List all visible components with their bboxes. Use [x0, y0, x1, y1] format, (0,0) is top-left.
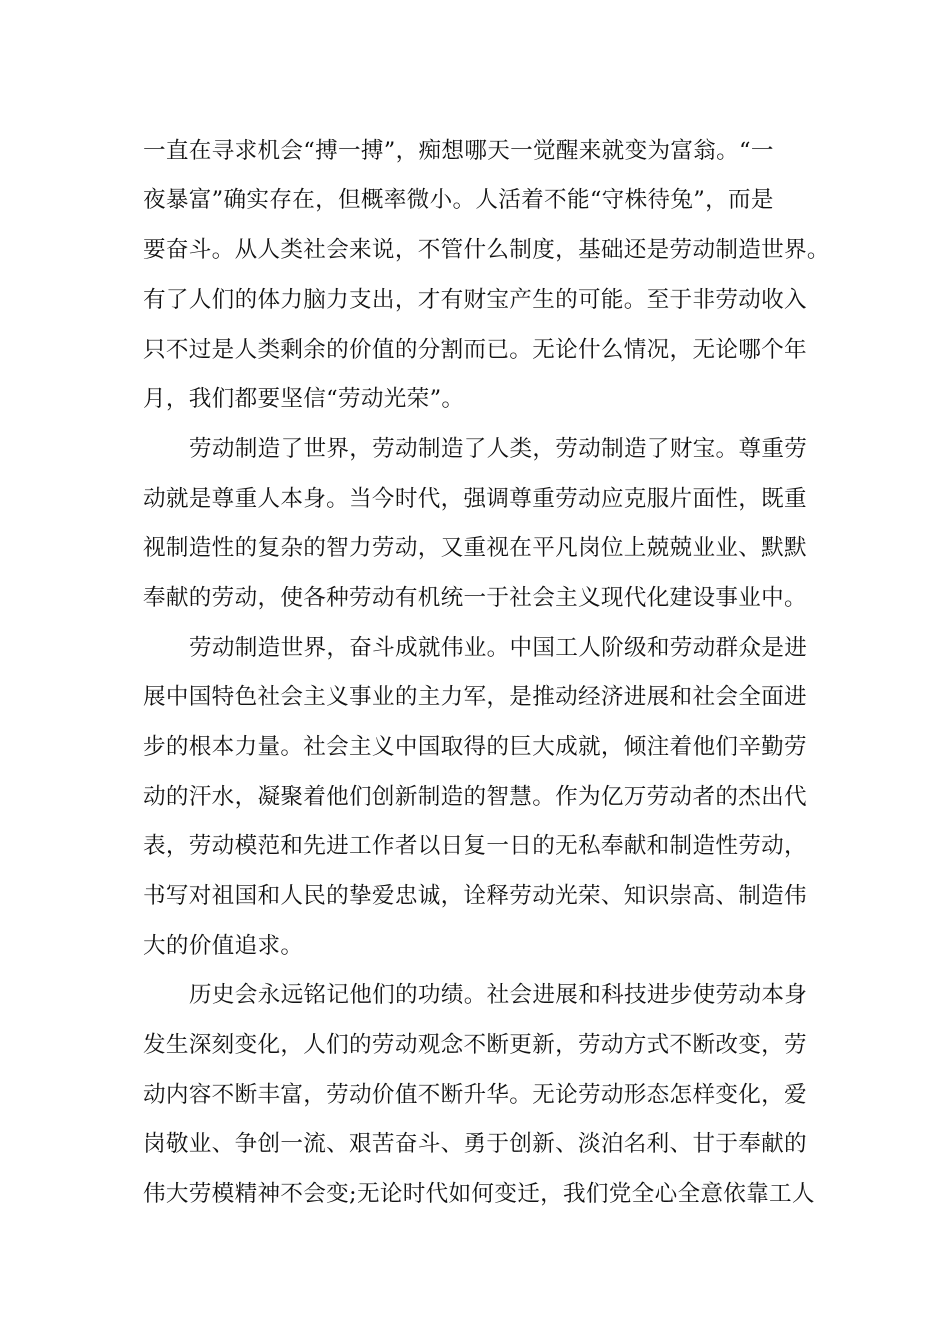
text-line: 劳动制造了世界，劳动制造了人类，劳动制造了财宝。尊重劳 — [189, 436, 808, 462]
text-line: 有了人们的体力脑力支出，才有财宝产生的可能。至于非劳动收入 — [143, 287, 807, 313]
text-line: 劳动制造世界，奋斗成就伟业。中国工人阶级和劳动群众是进 — [189, 635, 808, 661]
text-line: 动的汗水，凝聚着他们创新制造的智慧。作为亿万劳动者的杰出代 — [143, 784, 807, 810]
text-line: 大的价值追求。 — [143, 933, 304, 959]
text-line: 发生深刻变化，人们的劳动观念不断更新，劳动方式不断改变，劳 — [143, 1032, 807, 1058]
text-line: 表，劳动模范和先进工作者以日复一日的无私奉献和制造性劳动， — [143, 833, 807, 859]
text-line: 步的根本力量。社会主义中国取得的巨大成就，倾注着他们辛勤劳 — [143, 734, 807, 760]
text-line: 奉献的劳动，使各种劳动有机统一于社会主义现代化建设事业中。 — [143, 585, 807, 611]
text-line: 一直在寻求机会“搏一搏”，痴想哪天一觉醒来就变为富翁。“一 — [143, 138, 774, 164]
text-line: 要奋斗。从人类社会来说，不管什么制度，基础还是劳动制造世界。 — [143, 237, 830, 263]
text-line: 伟大劳模精神不会变;无论时代如何变迁，我们党全心全意依靠工人 — [143, 1181, 815, 1207]
text-line: 夜暴富”确实存在，但概率微小。人活着不能“守株待兔”，而是 — [143, 187, 774, 213]
text-line: 动就是尊重人本身。当今时代，强调尊重劳动应克服片面性，既重 — [143, 486, 807, 512]
text-line: 岗敬业、争创一流、艰苦奋斗、勇于创新、淡泊名利、甘于奉献的 — [143, 1131, 807, 1157]
text-line: 视制造性的复杂的智力劳动，又重视在平凡岗位上兢兢业业、默默 — [143, 535, 807, 561]
text-line: 只不过是人类剩余的价值的分割而已。无论什么情况，无论哪个年 — [143, 337, 807, 363]
text-line: 动内容不断丰富，劳动价值不断升华。无论劳动形态怎样变化，爱 — [143, 1082, 807, 1108]
text-line: 月，我们都要坚信“劳动光荣”。 — [143, 386, 465, 412]
text-line: 书写对祖国和人民的挚爱忠诚，诠释劳动光荣、知识崇高、制造伟 — [143, 883, 807, 909]
text-line: 展中国特色社会主义事业的主力军，是推动经济进展和社会全面进 — [143, 684, 807, 710]
text-line: 历史会永远铭记他们的功绩。社会进展和科技进步使劳动本身 — [189, 982, 808, 1008]
